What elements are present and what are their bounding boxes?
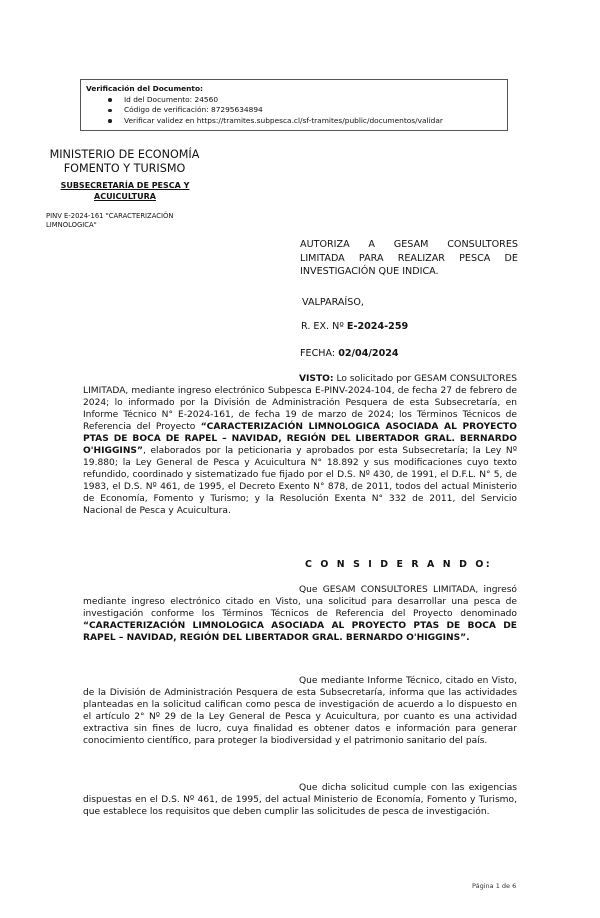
resolution-subject [300, 238, 518, 279]
considerando-heading: C O N S I D E R A N D O: [305, 559, 493, 570]
city: VALPARAÍSO, [302, 297, 364, 308]
page-number: Página 1 de 6 [472, 882, 517, 890]
reference-line-1: PINV E-2024-161 "CARACTERIZACIÓN [46, 212, 174, 220]
considerando-1-text: Que GESAM CONSULTORES LIMITADA, ingresó mediante ingreso electrónico citado en Visto, una solicitud para desarrollar una pesca de investigación conforme los Términos Técnicos de Referencia del Proyecto denominado [83, 585, 517, 619]
verification-item-code: Código de verificación: 87295634894 [108, 105, 507, 116]
resolution-date [300, 348, 399, 359]
subsecretaria-name [40, 181, 210, 202]
verification-box [80, 79, 508, 131]
resolution-date-value: 02/04/2024 [338, 348, 399, 359]
subject-line-3: INVESTIGACIÓN QUE INDICA. [300, 266, 439, 277]
considerando-2-text: Que mediante Informe Técnico, citado en Visto, de la División de Administración Pesquera de esta Subsecretaría, informa que las actividades planteadas en la solicitud califican como pesca de investigación de acuerdo a lo dispuesto en el artículo 2° Nº 29 de la Ley General de Pesca y Acuicultura, por cuanto es una actividad extractiva sin fines de lucro, cuya finalidad es obtener datos e información para generar conocimiento científico, para proteger la biodiversidad y el patrimonio sanitario del país. [83, 676, 517, 746]
subject-line-1: AUTORIZA A GESAM CONSULTORES [300, 239, 518, 250]
visto-paragraph [83, 373, 517, 517]
considerando-paragraph-2 [83, 675, 517, 747]
visto-text-b: , elaborados por la peticionaria y aprobados por esta Subsecretaría; la Ley Nº 19.880; la Ley General de Pesca y Acuicultura N° 18.892 y sus modificaciones cuyo texto refundido, coordinado y sistematizado fue fijado por el D.S. Nº 430, de 1991, el D.F.L. N° 5, de 1983, el D.S. Nº 461, de 1995, el Decreto Exento N° 878, de 2011, todos del actual Ministerio de Economía, Fomento y Turismo; y la Resolución Exenta N° 332 de 2011, del Servicio Nacional de Pesca y Acuicultura. [83, 446, 517, 516]
reference-line-2: LIMNOLOGICA" [46, 221, 97, 229]
reference-code [46, 212, 226, 230]
visto-project-title: “CARACTERIZACIÓN LIMNOLOGICA ASOCIADA AL PROYECTO PTAS DE BOCA DE RAPEL – NAVIDAD, REGIÓN DEL LIBERTADOR GRAL. BERNARDO O'HIGGINS” [83, 422, 517, 456]
subsecretaria-line-2: ACUICULTURA [94, 191, 156, 201]
resolution-number [301, 321, 408, 332]
subject-line-2: LIMITADA PARA REALIZAR PESCA DE [300, 252, 518, 264]
subsecretaria-line-1: SUBSECRETARÍA DE PESCA Y [60, 181, 190, 190]
visto-label: VISTO: [299, 374, 334, 384]
ministry-name [27, 148, 222, 176]
visto-text-a: Lo solicitado por GESAM CONSULTORES LIMITADA, mediante ingreso electrónico Subpesca E-PINV-2024-104, de fecha 27 de febrero de 2024; lo informado por la División de Administración Pesquera de esta Subsecretaría, en Informe Técnico N° E-2024-161, de fecha 19 de marzo de 2024; los Términos Técnicos de Referencia del Proyecto [83, 374, 517, 432]
considerando-1-title: “CARACTERIZACIÓN LIMNOLOGICA ASOCIADA AL PROYECTO PTAS DE BOCA DE RAPEL – NAVIDAD, REGIÓN DEL LIBERTADOR GRAL. BERNARDO O'HIGGINS”. [83, 621, 517, 643]
considerando-paragraph-3 [83, 782, 517, 818]
verification-item-url[interactable]: Verificar validez en https://tramites.subpesca.cl/sf-tramites/public/documentos/validar [108, 116, 507, 127]
ministry-line-1: MINISTERIO DE ECONOMÍA [49, 148, 200, 161]
resolution-number-value: E-2024-259 [346, 321, 409, 332]
ministry-line-2: FOMENTO Y TURISMO [63, 162, 186, 175]
verification-title: Verificación del Documento: [86, 84, 203, 93]
considerando-paragraph-1 [83, 584, 517, 644]
resolution-number-label: R. EX. Nº [301, 321, 344, 332]
verification-item-id: Id del Documento: 24560 [108, 95, 507, 106]
resolution-date-label: FECHA: [300, 348, 336, 359]
considerando-3-text: Que dicha solicitud cumple con las exigencias dispuestas en el D.S. Nº 461, de 1995, del actual Ministerio de Economía, Fomento y Turismo, que establece los requisitos que deben cumplir las solicitudes de pesca de investigación. [83, 783, 517, 817]
verification-list [86, 95, 507, 127]
